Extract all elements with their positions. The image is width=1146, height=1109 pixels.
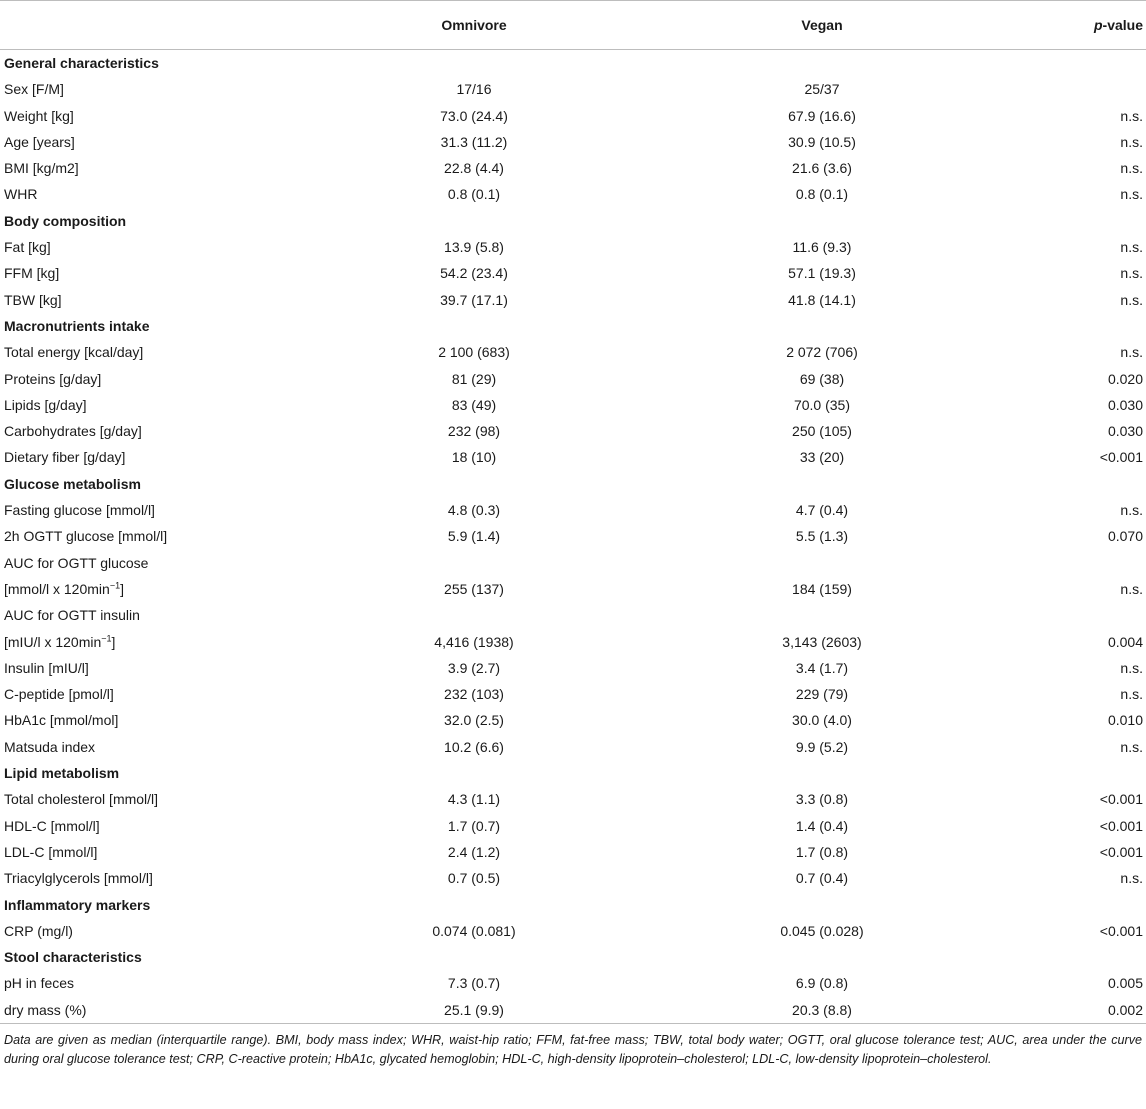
cell-vegan: 2 072 (706) [786, 344, 858, 361]
header-vegan: Vegan [623, 1, 1021, 50]
cell-vegan: 9.9 (5.2) [795, 738, 849, 755]
row-label-text: pH in feces [4, 975, 75, 992]
section-label: Glucose metabolism [4, 475, 141, 492]
row-label-text: FFM [kg] [4, 265, 60, 282]
table-row [0, 707, 1146, 733]
table-row [0, 497, 1146, 523]
row-label-text: Total energy [kcal/day] [4, 344, 144, 361]
cell-omnivore: 17/16 [456, 81, 492, 98]
row-label [0, 497, 325, 523]
table-row [0, 602, 1146, 628]
cell-vegan: 0.8 (0.1) [795, 186, 849, 203]
cell-p-value: <0.001 [1099, 922, 1143, 939]
row-label-text: Weight [kg] [4, 107, 74, 124]
cell-omnivore: 10.2 (6.6) [444, 738, 504, 755]
row-label-text: Proteins [g/day] [4, 370, 102, 387]
row-label [0, 813, 325, 839]
cell-omnivore: 232 (98) [447, 423, 501, 440]
cell-p-value: 0.002 [1021, 997, 1146, 1024]
row-label-text: Triacylglycerols [mmol/l] [4, 870, 153, 887]
cell-omnivore: 32.0 (2.5) [444, 712, 504, 729]
cell-omnivore: 13.9 (5.8) [444, 239, 504, 256]
table-row [0, 181, 1146, 207]
section-row [0, 50, 1146, 77]
row-label [0, 392, 325, 418]
row-label-text: BMI [kg/m2] [4, 160, 79, 177]
row-label [0, 602, 325, 628]
cell-omnivore: 1.7 (0.7) [447, 817, 501, 834]
cell-p-value: n.s. [1120, 344, 1143, 361]
row-label-tail: ] [111, 633, 116, 650]
section-row [0, 892, 1146, 918]
cell-p-value: 0.004 [1107, 633, 1143, 650]
row-label [0, 129, 325, 155]
cell-vegan: 0.7 (0.4) [795, 870, 849, 887]
table-row [0, 970, 1146, 996]
table-row [0, 681, 1146, 707]
cell-omnivore: 2.4 (1.2) [447, 843, 501, 860]
row-label [0, 76, 325, 102]
cell-p-value: 0.005 [1107, 975, 1143, 992]
table-row [0, 260, 1146, 286]
row-label-text: Dietary fiber [g/day] [4, 449, 126, 466]
cell-vegan: 41.8 (14.1) [788, 291, 856, 308]
row-label [0, 734, 325, 760]
row-label [0, 234, 325, 260]
cell-vegan: 3.3 (0.8) [795, 791, 849, 808]
cell-vegan: 57.1 (19.3) [788, 265, 856, 282]
cell-p-value [1021, 602, 1146, 628]
row-label-superscript: −1 [109, 580, 121, 591]
section-label: Lipid metabolism [4, 765, 120, 782]
cell-omnivore: 39.7 (17.1) [440, 291, 508, 308]
table-row [0, 576, 1146, 602]
cell-vegan: 229 (79) [795, 686, 849, 703]
table-row [0, 76, 1146, 102]
header-row [0, 1, 1146, 50]
cell-omnivore [325, 550, 623, 576]
row-label [0, 629, 325, 655]
cell-p-value: n.s. [1120, 659, 1143, 676]
section-row [0, 760, 1146, 786]
cell-p-value: n.s. [1120, 502, 1143, 519]
cell-p-value [1021, 550, 1146, 576]
cell-omnivore: 3.9 (2.7) [447, 659, 501, 676]
row-label-text: Fat [kg] [4, 239, 51, 256]
row-label-text: LDL-C [mmol/l] [4, 843, 98, 860]
row-label-superscript: −1 [101, 632, 112, 643]
table-row [0, 155, 1146, 181]
row-label [0, 970, 325, 996]
section-row [0, 471, 1146, 497]
row-label [0, 997, 325, 1024]
cell-vegan: 3,143 (2603) [782, 633, 862, 650]
table-row [0, 865, 1146, 891]
table-row [0, 918, 1146, 944]
row-label [0, 707, 325, 733]
row-label [0, 181, 325, 207]
cell-p-value: n.s. [1120, 186, 1143, 203]
cell-omnivore: 232 (103) [444, 686, 504, 703]
cell-p-value [1021, 76, 1146, 102]
row-label-text: [mmol/l x 120min [4, 580, 110, 597]
row-label-text: HbA1c [mmol/mol] [4, 712, 119, 729]
cell-omnivore: 5.9 (1.4) [447, 528, 501, 545]
table-row [0, 234, 1146, 260]
cell-omnivore: 0.074 (0.081) [432, 922, 516, 939]
cell-vegan: 69 (38) [799, 370, 845, 387]
header-p-rest: -value [1102, 17, 1143, 33]
row-label-text: AUC for OGTT insulin [4, 607, 140, 624]
cell-p-value: 0.030 [1107, 396, 1143, 413]
row-label-text: AUC for OGTT glucose [4, 554, 149, 571]
cell-p-value: n.s. [1120, 870, 1143, 887]
row-label-text: Total cholesterol [mmol/l] [4, 791, 159, 808]
row-label [0, 655, 325, 681]
cell-p-value: 0.030 [1107, 423, 1143, 440]
table-row [0, 366, 1146, 392]
header-p-italic: p [1093, 17, 1103, 33]
table-row [0, 839, 1146, 865]
table-footnote: Data are given as median (interquartile range). BMI, body mass index; WHR, waist-hip ratio; FFM, fat-free mass; TBW, total body water; OGTT, oral glucose tolerance test; AUC, area under the curve during oral glucose tolerance test; CRP, C-reactive protein; HbA1c, glycated hemoglobin; HDL-C, high-density lipoprotein–cholesterol; LDL-C, low-density lipoprotein–cholesterol. [4, 1032, 1142, 1066]
row-label-text: TBW [kg] [4, 291, 62, 308]
table-row [0, 287, 1146, 313]
cell-omnivore: 0.7 (0.5) [447, 870, 501, 887]
cell-vegan: 11.6 (9.3) [792, 239, 852, 256]
section-label: General characteristics [4, 55, 159, 71]
cell-vegan: 1.4 (0.4) [795, 817, 849, 834]
cell-p-value: n.s. [1120, 738, 1143, 755]
table-row [0, 418, 1146, 444]
section-row [0, 313, 1146, 339]
row-label-text: Age [years] [4, 133, 75, 150]
row-label [0, 103, 325, 129]
row-label [0, 576, 325, 602]
row-label [0, 418, 325, 444]
row-label-text: Carbohydrates [g/day] [4, 423, 142, 440]
table-row [0, 129, 1146, 155]
cell-p-value: <0.001 [1099, 843, 1143, 860]
section-label: Inflammatory markers [4, 896, 151, 913]
cell-p-value: n.s. [1120, 107, 1143, 124]
row-label-text: Fasting glucose [mmol/l] [4, 502, 155, 519]
table-row [0, 523, 1146, 549]
cell-p-value: 0.010 [1107, 712, 1143, 729]
cell-vegan: 70.0 (35) [793, 396, 851, 413]
cell-omnivore: 25.1 (9.9) [325, 997, 623, 1024]
header-omnivore: Omnivore [325, 1, 623, 50]
cell-omnivore: 54.2 (23.4) [440, 265, 508, 282]
row-label [0, 287, 325, 313]
cell-omnivore: 31.3 (11.2) [440, 133, 508, 150]
section-row [0, 944, 1146, 970]
cell-vegan: 5.5 (1.3) [795, 528, 849, 545]
row-label-text: 2h OGTT glucose [mmol/l] [4, 528, 168, 545]
cell-p-value: n.s. [1120, 239, 1143, 256]
cell-vegan: 33 (20) [799, 449, 845, 466]
row-label [0, 786, 325, 812]
section-label: Body composition [4, 212, 127, 229]
row-label-tail: ] [120, 580, 124, 597]
cell-omnivore [325, 602, 623, 628]
cell-omnivore: 73.0 (24.4) [440, 107, 508, 124]
cell-vegan: 30.9 (10.5) [788, 133, 856, 150]
table-row [0, 813, 1146, 839]
row-label [0, 550, 325, 576]
cell-vegan: 3.4 (1.7) [795, 659, 849, 676]
cell-vegan: 4.7 (0.4) [795, 502, 849, 519]
cell-omnivore: 18 (10) [451, 449, 497, 466]
row-label [0, 366, 325, 392]
row-label [0, 339, 325, 365]
row-label [0, 839, 325, 865]
row-label [0, 444, 325, 470]
table-row [0, 734, 1146, 760]
cell-omnivore: 81 (29) [451, 370, 497, 387]
cell-vegan: 30.0 (4.0) [792, 712, 852, 729]
cell-p-value: n.s. [1120, 291, 1143, 308]
cell-vegan: 67.9 (16.6) [788, 107, 856, 124]
table-row [0, 786, 1146, 812]
row-label [0, 865, 325, 891]
header-variable [0, 1, 325, 50]
table-row [0, 103, 1146, 129]
table-row [0, 444, 1146, 470]
table-row [0, 339, 1146, 365]
cell-omnivore: 22.8 (4.4) [444, 160, 504, 177]
cell-p-value: n.s. [1120, 133, 1143, 150]
cell-p-value: <0.001 [1099, 791, 1143, 808]
table-header [0, 1, 1146, 50]
cell-p-value: 0.070 [1107, 528, 1143, 545]
table-row [0, 550, 1146, 576]
row-label-text: Sex [F/M] [4, 81, 64, 98]
cell-p-value: n.s. [1120, 265, 1143, 282]
cell-vegan: 250 (105) [792, 423, 852, 440]
table-row [0, 392, 1146, 418]
cell-omnivore: 4.8 (0.3) [447, 502, 501, 519]
cell-omnivore: 7.3 (0.7) [447, 975, 501, 992]
cell-vegan: 21.6 (3.6) [792, 160, 852, 177]
header-p-value [1021, 1, 1146, 50]
row-label [0, 155, 325, 181]
row-label [0, 918, 325, 944]
row-label-text: WHR [4, 186, 38, 203]
cell-omnivore: 2 100 (683) [438, 344, 510, 361]
row-label-text: dry mass (%) [4, 1001, 87, 1018]
table-body [0, 50, 1146, 1024]
cell-vegan [623, 602, 1021, 628]
cell-p-value: <0.001 [1099, 817, 1143, 834]
cell-vegan: 0.045 (0.028) [780, 922, 864, 939]
cell-vegan: 20.3 (8.8) [623, 997, 1021, 1024]
cell-p-value: n.s. [1120, 686, 1143, 703]
row-label-text: Lipids [g/day] [4, 396, 87, 413]
cell-omnivore: 4,416 (1938) [434, 633, 514, 650]
cell-vegan: 1.7 (0.8) [795, 843, 849, 860]
cell-p-value: <0.001 [1099, 449, 1143, 466]
row-label-text: Insulin [mIU/l] [4, 659, 89, 676]
cell-vegan: 184 (159) [792, 580, 852, 597]
cell-p-value: 0.020 [1107, 370, 1143, 387]
row-label-text: Matsuda index [4, 738, 96, 755]
row-label [0, 523, 325, 549]
cell-omnivore: 4.3 (1.1) [447, 791, 501, 808]
cell-vegan: 6.9 (0.8) [795, 975, 849, 992]
table-row [0, 655, 1146, 681]
row-label [0, 260, 325, 286]
cell-omnivore: 83 (49) [451, 396, 497, 413]
cell-p-value: n.s. [1120, 580, 1143, 597]
row-label-text: HDL-C [mmol/l] [4, 817, 100, 834]
cell-omnivore: 0.8 (0.1) [447, 186, 501, 203]
section-row [0, 208, 1146, 234]
row-label-text: CRP (mg/l) [4, 922, 73, 939]
section-label: Stool characteristics [4, 949, 142, 966]
section-label: Macronutrients intake [4, 317, 150, 334]
table-row [0, 997, 1146, 1024]
cell-vegan: 25/37 [804, 81, 840, 98]
table-row [0, 629, 1146, 655]
row-label-text: C-peptide [pmol/l] [4, 686, 114, 703]
row-label [0, 681, 325, 707]
cell-vegan [623, 550, 1021, 576]
row-label-text: [mIU/l x 120min [4, 633, 102, 650]
cell-p-value: n.s. [1120, 160, 1143, 177]
cell-omnivore: 255 (137) [444, 580, 504, 597]
